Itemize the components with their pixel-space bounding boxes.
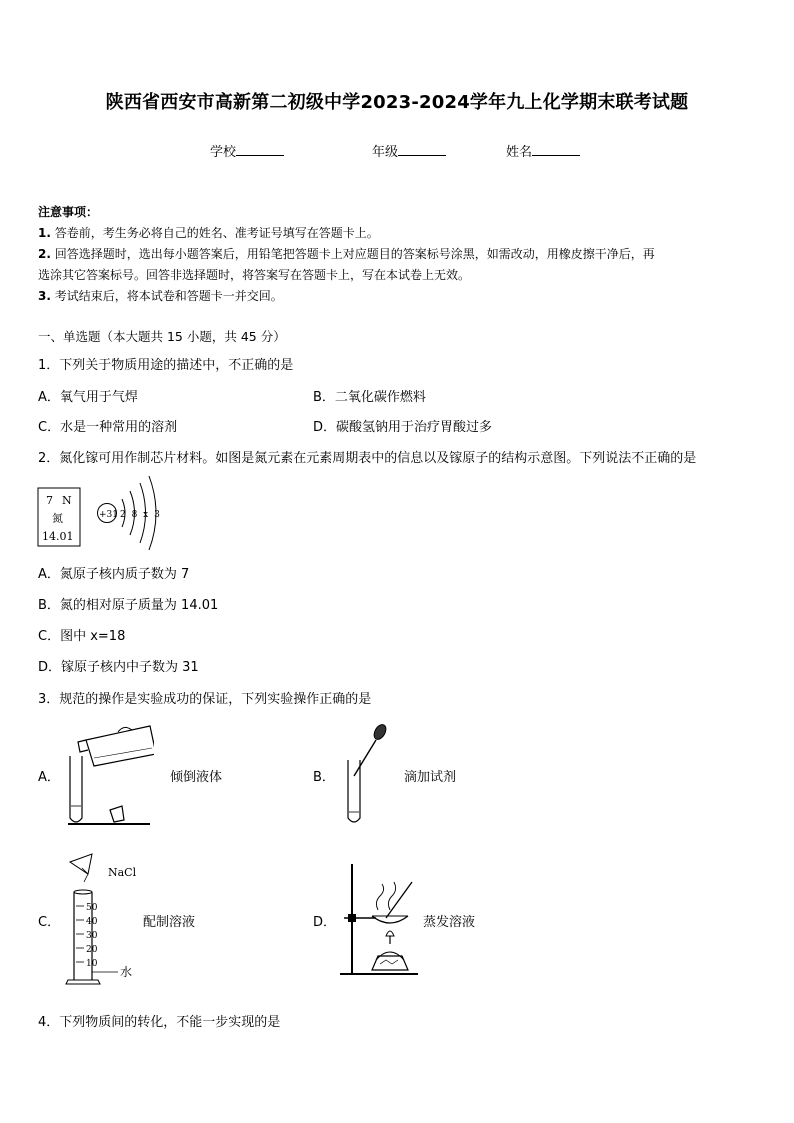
section-title: 一、单选题（本大题共 15 小题，共 45 分） — [38, 329, 286, 344]
element-name: 氮 — [52, 512, 63, 525]
element-mass: 14.01 — [42, 530, 74, 543]
q3-stem: 3．规范的操作是实验成功的保证，下列实验操作正确的是 — [38, 692, 372, 707]
page-title: 陕西省西安市高新第二初级中学2023-2024学年九上化学期末联考试题 — [105, 92, 689, 113]
note-2-number: 2. — [38, 247, 51, 261]
q3-option-d-text: 蒸发溶液 — [423, 915, 476, 930]
q2-option-b[interactable]: B．氮的相对原子质量为 14.01 — [38, 598, 219, 613]
element-number: 7 — [46, 494, 53, 507]
note-3-number: 3. — [38, 289, 51, 303]
q1-stem: 1．下列关于物质用途的描述中，不正确的是 — [38, 358, 294, 373]
adding-reagent-illustration — [342, 722, 390, 830]
water-label: 水 — [120, 965, 133, 979]
note-1 — [38, 224, 379, 241]
q2-figure — [36, 472, 166, 552]
element-symbol: N — [62, 494, 72, 507]
note-2-text: 回答选择题时，选出每小题答案后，用铅笔把答题卡上对应题目的答案标号涂黑，如需改动，用橡皮擦干净后，再 — [54, 247, 655, 261]
shell-electrons: 2 8 x 3 — [120, 510, 162, 520]
q2-option-c[interactable]: C．图中 x=18 — [38, 629, 126, 644]
name-blank[interactable] — [532, 143, 580, 156]
q3-option-c-text: 配制溶液 — [143, 915, 196, 930]
salt-label: NaCl — [108, 866, 137, 879]
q1-option-b[interactable]: B．二氧化碳作燃料 — [313, 390, 426, 405]
q1-option-d[interactable]: D．碳酸氢钠用于治疗胃酸过多 — [313, 420, 493, 435]
grade-field — [372, 141, 446, 160]
name-field — [506, 141, 580, 160]
school-label: 学校 — [210, 145, 237, 160]
q3-option-b-letter[interactable]: B． — [313, 770, 335, 785]
q3-option-c-letter[interactable]: C． — [38, 915, 61, 930]
note-1-text: 答卷前，考生务必将自己的姓名、准考证号填写在答题卡上。 — [54, 226, 379, 240]
note-2-line-1 — [38, 245, 655, 262]
q1-option-c[interactable]: C．水是一种常用的溶剂 — [38, 420, 178, 435]
name-label: 姓名 — [506, 145, 533, 160]
note-2-line-2: 选涂其它答案标号。回答非选择题时，将答案写在答题卡上，写在本试卷上无效。 — [38, 268, 471, 282]
q2-option-d[interactable]: D．镓原子核内中子数为 31 — [38, 660, 199, 675]
scale-50: 50 — [86, 903, 98, 913]
scale-20: 20 — [86, 945, 98, 955]
graduated-cylinder-illustration — [62, 852, 142, 990]
q2-stem: 2．氮化镓可用作制芯片材料。如图是氮元素在元素周期表中的信息以及镓原子的结构示意图。下列说法不正确的是 — [38, 451, 697, 466]
nucleus-charge: +31 — [99, 510, 118, 520]
note-3 — [38, 287, 283, 304]
scale-30: 30 — [86, 931, 98, 941]
school-field — [210, 141, 284, 160]
q3-option-d-letter[interactable]: D． — [313, 915, 337, 930]
note-3-text: 考试结束后，将本试卷和答题卡一并交回。 — [54, 289, 283, 303]
q3-option-a-letter[interactable]: A． — [38, 770, 60, 785]
q4-stem: 4．下列物质间的转化，不能一步实现的是 — [38, 1015, 281, 1030]
pouring-liquid-illustration — [64, 718, 154, 830]
school-blank[interactable] — [236, 143, 284, 156]
note-1-number: 1. — [38, 226, 51, 240]
q3-option-b-text: 滴加试剂 — [404, 770, 457, 785]
notes-heading: 注意事项： — [38, 205, 99, 219]
grade-label: 年级 — [372, 145, 399, 160]
grade-blank[interactable] — [398, 143, 446, 156]
q1-option-a[interactable]: A．氧气用于气焊 — [38, 390, 138, 405]
evaporation-illustration — [336, 860, 420, 980]
scale-40: 40 — [86, 917, 98, 927]
q2-option-a[interactable]: A．氮原子核内质子数为 7 — [38, 567, 190, 582]
q3-option-a-text: 倾倒液体 — [170, 770, 223, 785]
scale-10: 10 — [86, 959, 98, 969]
